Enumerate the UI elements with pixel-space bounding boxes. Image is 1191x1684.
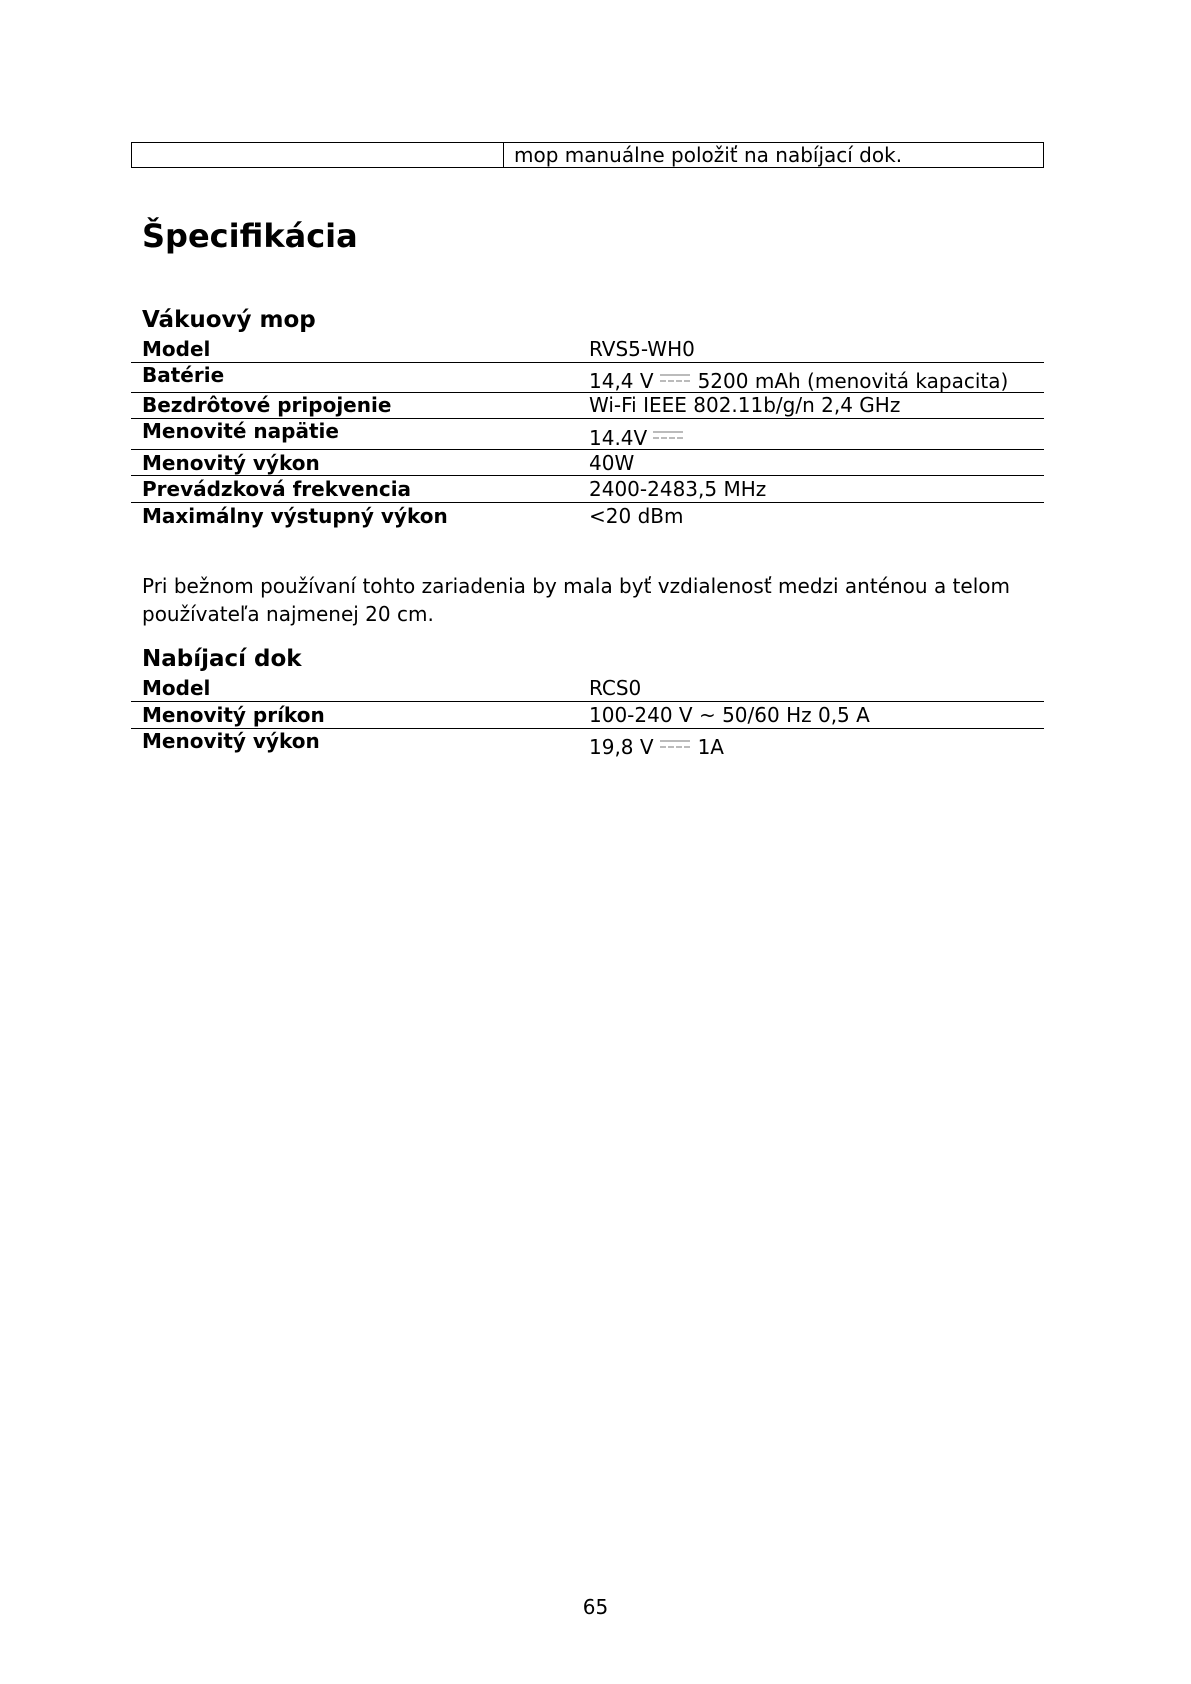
spec-table-vacuum bbox=[131, 336, 1044, 530]
spec-label: Model bbox=[142, 676, 211, 700]
spec-row bbox=[131, 393, 1044, 419]
spec-row bbox=[131, 450, 1044, 476]
section-heading-vacuum: Vákuový mop bbox=[142, 307, 316, 333]
spec-value bbox=[589, 729, 1044, 763]
spec-label: Bezdrôtové pripojenie bbox=[142, 393, 392, 417]
spec-value-capacity: 5200 mAh (menovitá kapacita) bbox=[697, 369, 1009, 393]
spec-row bbox=[131, 675, 1044, 702]
spec-value: RVS5-WH0 bbox=[589, 337, 695, 361]
spec-value: Wi-Fi IEEE 802.11b/g/n 2,4 GHz bbox=[589, 393, 901, 417]
spec-row bbox=[131, 363, 1044, 393]
spec-table-dock bbox=[131, 675, 1044, 763]
page-title: Špecifikácia bbox=[142, 217, 358, 255]
page-number: 65 bbox=[582, 1595, 609, 1619]
dc-symbol-icon bbox=[660, 740, 690, 750]
table-cell-text: mop manuálne položiť na nabíjací dok. bbox=[514, 143, 903, 167]
spec-row bbox=[131, 476, 1044, 503]
spec-label: Batérie bbox=[142, 363, 225, 387]
spec-label: Menovitý výkon bbox=[142, 451, 320, 475]
spec-label: Prevádzková frekvencia bbox=[142, 477, 412, 501]
spec-value-current: 1A bbox=[697, 735, 724, 759]
spec-row bbox=[131, 702, 1044, 729]
spec-value-voltage: 14.4V bbox=[589, 426, 648, 450]
spec-value: 2400-2483,5 MHz bbox=[589, 477, 767, 501]
spec-row bbox=[131, 336, 1044, 363]
spec-value: 100-240 V ~ 50/60 Hz 0,5 A bbox=[589, 703, 870, 727]
spec-value bbox=[589, 419, 1044, 449]
dc-symbol-icon bbox=[653, 431, 683, 441]
spec-label: Model bbox=[142, 337, 211, 361]
spec-value bbox=[589, 363, 1044, 392]
spec-value: <20 dBm bbox=[589, 504, 684, 528]
spec-row bbox=[131, 419, 1044, 450]
spec-value: RCS0 bbox=[589, 676, 642, 700]
spec-value: 40W bbox=[589, 451, 635, 475]
section-heading-dock: Nabíjací dok bbox=[142, 646, 302, 672]
spec-row bbox=[131, 729, 1044, 763]
spec-value-voltage: 14,4 V bbox=[589, 369, 654, 393]
table-cell-empty bbox=[132, 143, 504, 167]
spec-value-voltage: 19,8 V bbox=[589, 735, 654, 759]
top-table-row bbox=[131, 142, 1044, 168]
spec-label: Maximálny výstupný výkon bbox=[142, 504, 448, 528]
spec-label: Menovité napätie bbox=[142, 419, 339, 443]
spec-label: Menovitý výkon bbox=[142, 729, 320, 753]
spec-row bbox=[131, 503, 1044, 530]
antenna-distance-note: Pri bežnom používaní tohto zariadenia by mala byť vzdialenosť medzi anténou a telom používateľa najmenej 20 cm. bbox=[142, 574, 1010, 626]
spec-label: Menovitý príkon bbox=[142, 703, 325, 727]
dc-symbol-icon bbox=[660, 374, 690, 384]
